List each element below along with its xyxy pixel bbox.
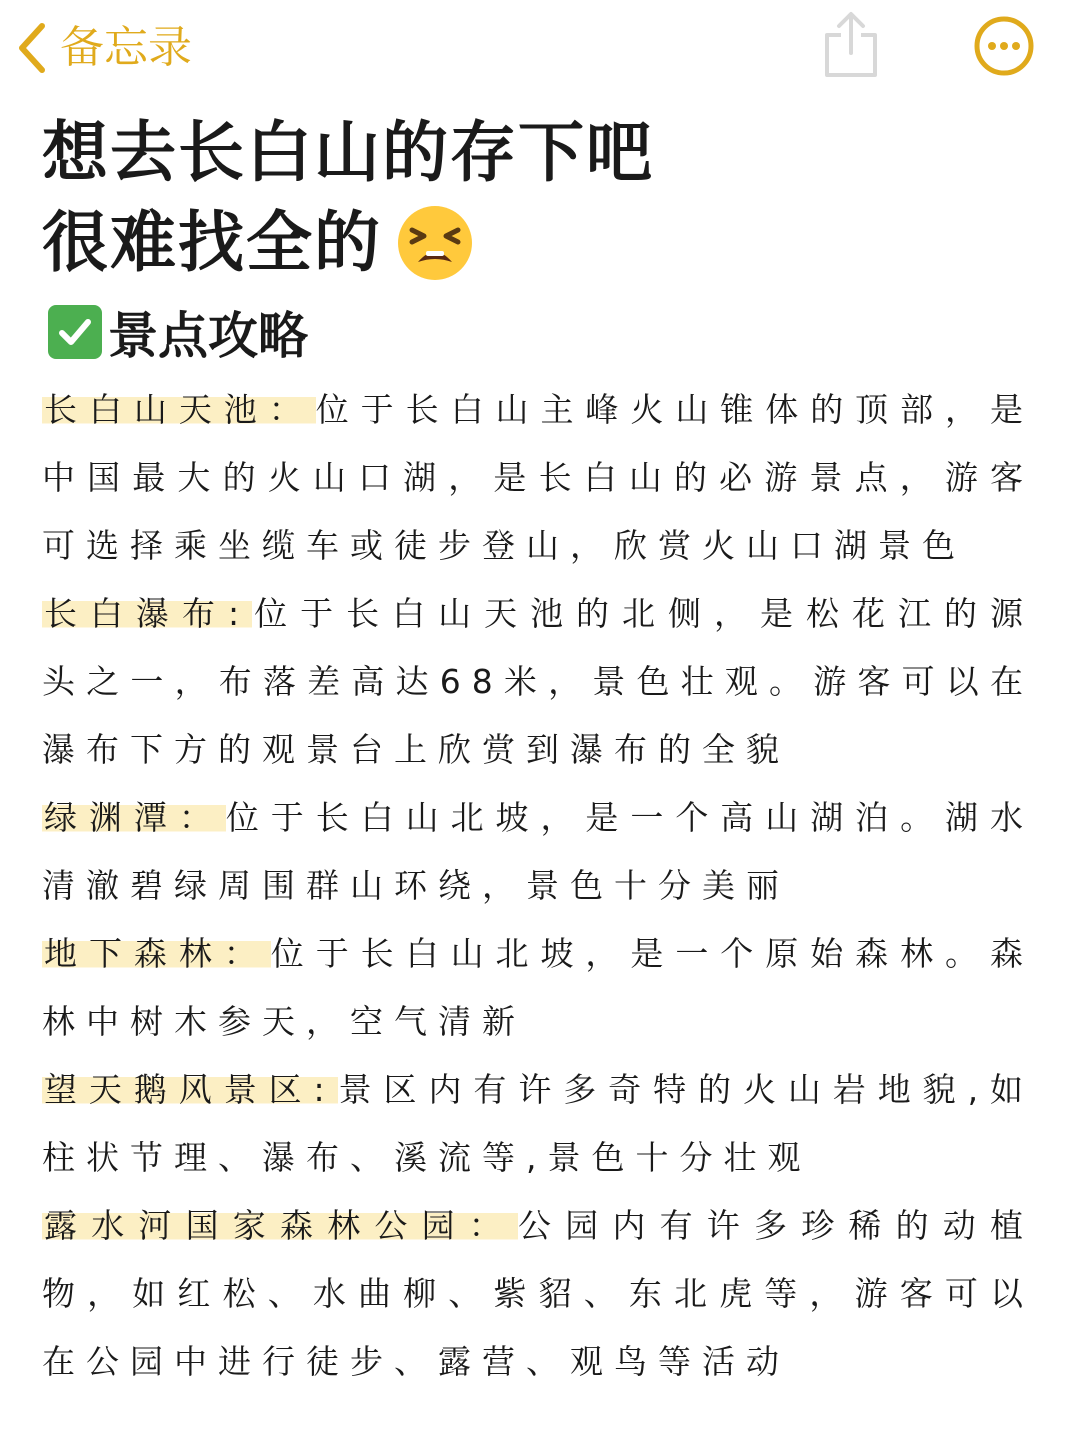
list-item	[42, 1056, 1034, 1192]
note-body	[42, 376, 1034, 1396]
more-icon	[973, 15, 1035, 81]
spot-description: 公园内有许多珍稀的动植物，如红松、水曲柳、紫貂、东北虎等，游客可以在公园中进行徒步、露营、观鸟等活动	[42, 1206, 1034, 1381]
list-item	[42, 1192, 1034, 1396]
note-title	[42, 108, 1042, 288]
back-label: 备忘录	[60, 22, 192, 73]
spot-name: 露水河国家森林公园：	[44, 1206, 516, 1245]
share-button[interactable]	[818, 8, 884, 84]
spot-name: 望天鹅风景区:	[44, 1070, 336, 1109]
title-line-1: 想去长白山的存下吧	[42, 114, 654, 191]
list-item	[42, 920, 1034, 1056]
back-button[interactable]	[16, 16, 192, 80]
navigation-bar	[0, 0, 1080, 100]
spot-description: 景区内有许多奇特的火山岩地貌,如柱状节理、瀑布、溪流等,景色十分壮观	[42, 1070, 1034, 1177]
spot-description: 位于长白山北坡，是一个高山湖泊。湖水清澈碧绿周围群山环绕，景色十分美丽	[42, 798, 1035, 905]
check-mark-icon	[48, 305, 102, 359]
tired-face-emoji-icon	[396, 204, 474, 282]
spot-name: 长白山天池：	[44, 390, 314, 429]
more-button[interactable]	[972, 16, 1036, 80]
spot-description: 位于长白山天池的北侧，是松花江的源头之一，布落差高达68米，景色壮观。游客可以在瀑布下方的观景台上欣赏到瀑布的全貌	[42, 594, 1035, 769]
spot-name: 地下森林：	[44, 934, 269, 973]
chevron-left-icon	[16, 22, 46, 74]
title-line-2: 很难找全的	[42, 198, 1042, 288]
share-icon	[821, 9, 881, 83]
list-item	[42, 784, 1034, 920]
spot-name: 长白瀑布:	[44, 594, 251, 633]
spot-description: 位于长白山北坡，是一个原始森林。森林中树木参天，空气清新	[42, 934, 1035, 1041]
spot-name: 绿渊潭：	[44, 798, 224, 837]
list-item	[42, 580, 1034, 784]
section-heading-text: 景点攻略	[108, 307, 308, 365]
section-heading	[48, 300, 308, 364]
spot-description: 位于长白山主峰火山锥体的顶部，是中国最大的火山口湖，是长白山的必游景点，游客可选择乘坐缆车或徒步登山，欣赏火山口湖景色	[42, 390, 1035, 565]
list-item	[42, 376, 1034, 580]
